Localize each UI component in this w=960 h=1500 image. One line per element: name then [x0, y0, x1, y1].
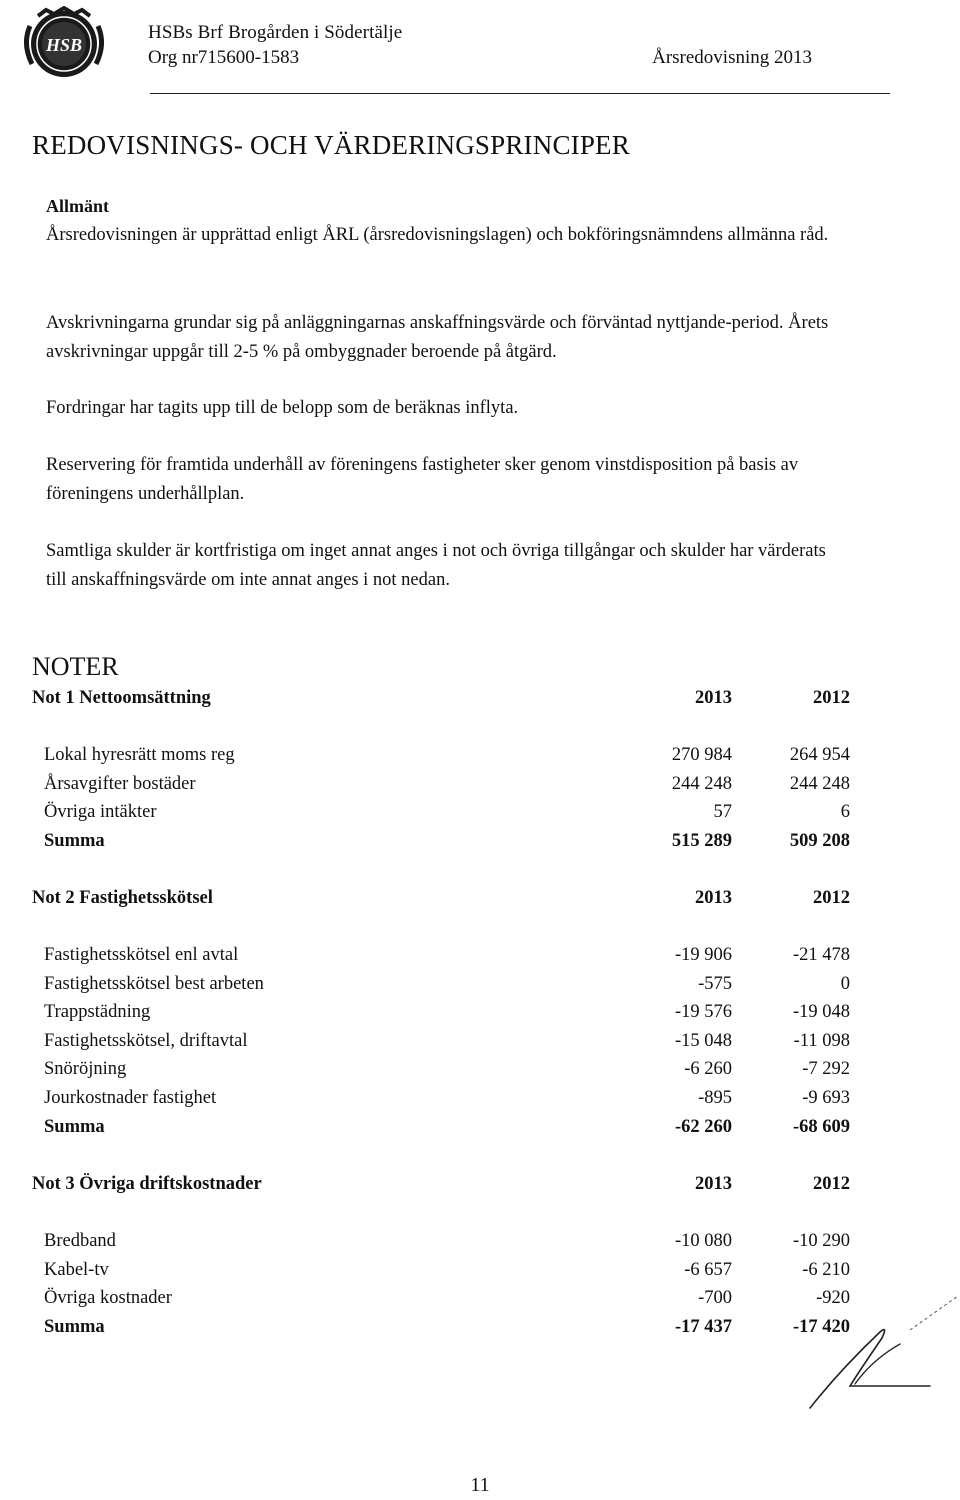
principles-paragraph: Samtliga skulder är kortfristiga om inget annat anges i not och övriga tillgångar och skulder har värderats till anskaffningsvärde om inte annat anges i not nedan.	[46, 541, 826, 590]
row-label: Övriga kostnader	[44, 1288, 172, 1308]
row-label: Årsavgifter bostäder	[44, 774, 196, 794]
value-2012: -920	[816, 1288, 850, 1308]
column-header-2012: 2012	[813, 688, 850, 708]
value-2013: -19 576	[674, 1002, 732, 1022]
value-2012: -11 098	[793, 1031, 850, 1051]
value-2013: -575	[698, 974, 732, 994]
table-row	[0, 1260, 960, 1288]
sum-label: Summa	[44, 1317, 105, 1337]
table-row	[0, 945, 960, 973]
column-header-2013: 2013	[695, 1174, 732, 1194]
principles-subheading: Allmänt	[46, 196, 109, 216]
table-row	[0, 974, 960, 1002]
value-2012: 264 954	[789, 745, 850, 765]
note-title: Not 2 Fastighetsskötsel	[32, 888, 213, 908]
value-2012: -21 478	[792, 945, 850, 965]
hsb-logo	[22, 6, 132, 80]
organization-name: HSBs Brf Brogården i Södertälje	[148, 22, 403, 43]
page-number: 11	[470, 1474, 490, 1496]
handwritten-signature	[800, 1290, 960, 1420]
row-label: Trappstädning	[44, 1002, 151, 1022]
value-2012: 244 248	[789, 774, 850, 794]
note-title: Not 3 Övriga driftskostnader	[32, 1174, 262, 1194]
sum-2012: 509 208	[789, 831, 850, 851]
column-header-2013: 2013	[695, 688, 732, 708]
value-2012: 6	[840, 802, 850, 822]
value-2012: -7 292	[802, 1059, 850, 1079]
sum-label: Summa	[44, 1117, 105, 1137]
value-2012: -6 210	[802, 1260, 850, 1280]
table-row	[0, 1031, 960, 1059]
report-title: Årsredovisning 2013	[652, 47, 812, 68]
row-label: Jourkostnader fastighet	[44, 1088, 217, 1108]
note-title: Not 1 Nettoomsättning	[32, 688, 211, 708]
sum-2012: -68 609	[792, 1117, 850, 1137]
row-label: Fastighetsskötsel best arbeten	[44, 974, 264, 994]
value-2013: -6 260	[684, 1059, 732, 1079]
row-label: Bredband	[44, 1231, 116, 1251]
sum-2013: -62 260	[674, 1117, 732, 1137]
table-row	[0, 1059, 960, 1087]
sum-label: Summa	[44, 831, 105, 851]
value-2012: -10 290	[792, 1231, 850, 1251]
value-2013: -895	[698, 1088, 732, 1108]
row-label: Fastighetsskötsel enl avtal	[44, 945, 239, 965]
principles-paragraph: Reservering för framtida underhåll av föreningens fastigheter sker genom vinstdisposition på basis av föreningens underhållplan.	[46, 455, 799, 504]
principles-paragraph: Fordringar har tagits upp till de belopp som de beräknas inflyta.	[46, 398, 519, 418]
value-2013: 57	[713, 802, 732, 822]
value-2013: 270 984	[671, 745, 732, 765]
principles-title: REDOVISNINGS- OCH VÄRDERINGSPRINCIPER	[32, 130, 630, 160]
value-2012: 0	[840, 974, 850, 994]
table-row	[0, 774, 960, 802]
column-header-2012: 2012	[813, 1174, 850, 1194]
table-row	[0, 802, 960, 830]
note-header-row	[0, 1174, 960, 1202]
table-row	[0, 1002, 960, 1030]
sum-2013: -17 437	[674, 1317, 732, 1337]
table-row	[0, 1231, 960, 1259]
column-header-2012: 2012	[813, 888, 850, 908]
sum-2012: -17 420	[792, 1317, 850, 1337]
notes-title: NOTER	[32, 652, 119, 681]
value-2013: -700	[698, 1288, 732, 1308]
value-2012: -9 693	[802, 1088, 850, 1108]
value-2013: -10 080	[674, 1231, 732, 1251]
value-2013: -6 657	[684, 1260, 732, 1280]
value-2013: -15 048	[674, 1031, 732, 1051]
sum-row	[0, 1117, 960, 1145]
row-label: Snöröjning	[44, 1059, 127, 1079]
sum-2013: 515 289	[671, 831, 732, 851]
table-row	[0, 1088, 960, 1116]
column-header-2013: 2013	[695, 888, 732, 908]
value-2013: 244 248	[671, 774, 732, 794]
sum-row	[0, 831, 960, 859]
organization-number: Org nr715600-1583	[148, 47, 300, 68]
value-2012: -19 048	[792, 1002, 850, 1022]
row-label: Kabel-tv	[44, 1260, 109, 1280]
note-header-row	[0, 688, 960, 716]
note-header-row	[0, 888, 960, 916]
principles-paragraph: Årsredovisningen är upprättad enligt ÅRL (årsredovisningslagen) och bokföringsnämndens allmänna råd.	[46, 225, 829, 245]
header-divider	[150, 93, 890, 94]
table-row	[0, 745, 960, 773]
value-2013: -19 906	[674, 945, 732, 965]
row-label: Fastighetsskötsel, driftavtal	[44, 1031, 248, 1051]
row-label: Lokal hyresrätt moms reg	[44, 745, 235, 765]
row-label: Övriga intäkter	[44, 802, 157, 822]
logo-text: HSB	[45, 35, 83, 55]
principles-paragraph: Avskrivningarna grundar sig på anläggningarnas anskaffningsvärde och förväntad nyttjande-period. Årets avskrivningar uppgår till 2-5 % på ombyggnader beroende på åtgärd.	[46, 313, 829, 362]
